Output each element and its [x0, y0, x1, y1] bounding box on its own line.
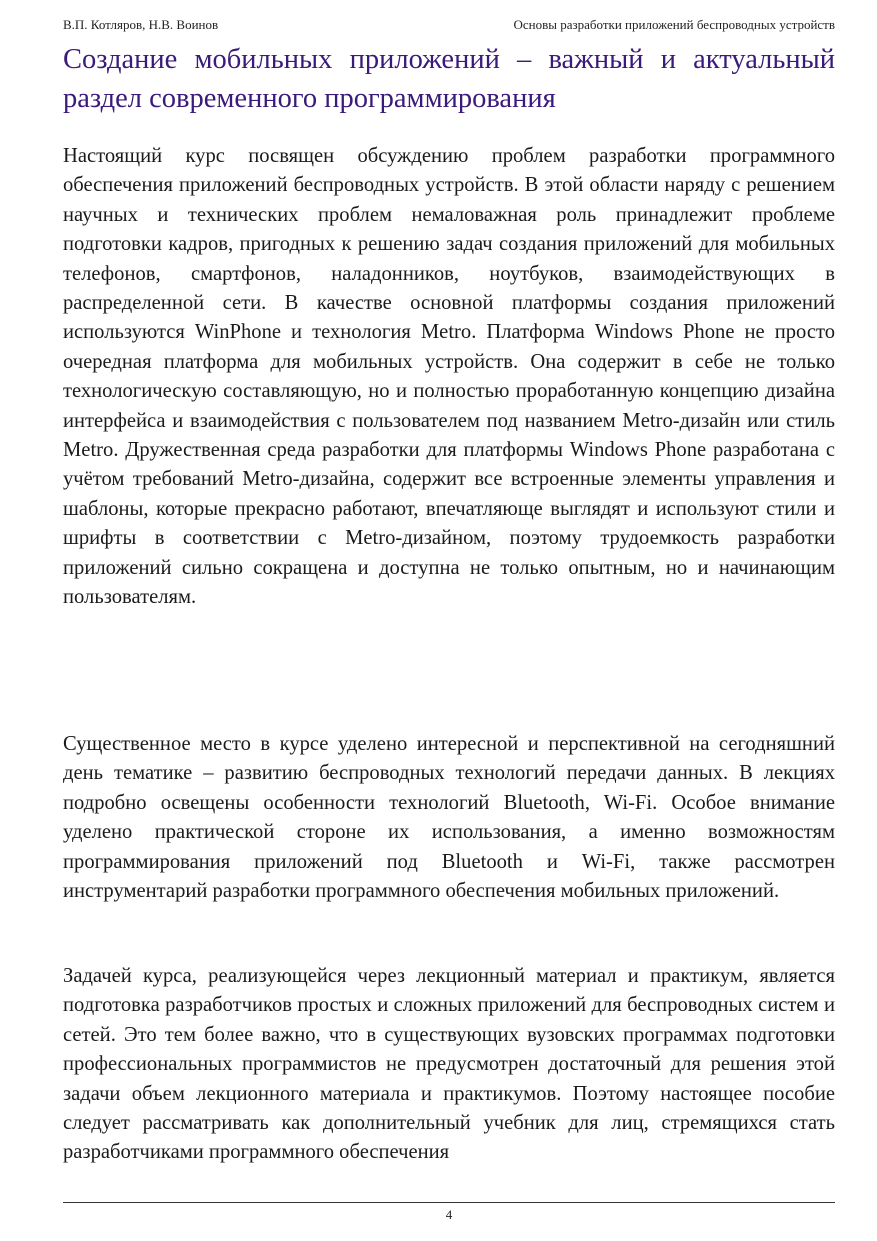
header-book-title: Основы разработки приложений беспроводных устройств	[513, 17, 835, 32]
page-number: 4	[445, 1207, 453, 1222]
footer-divider	[63, 1202, 835, 1203]
paragraph-wireless: Существенное место в курсе уделено интересной и перспективной на сегодняшний день тематике – развитию беспроводных технологий передачи данных. В лекциях подробно освещены особенности технологий Bluetooth, Wi-Fi. Особое внимание уделено практической стороне их использования, а именно возможностям программирования приложений под Bluetooth и Wi-Fi, также рассмотрен инструментарий разработки программного обеспечения мобильных приложений.	[63, 733, 835, 903]
header-authors: В.П. Котляров, Н.В. Воинов	[63, 17, 219, 32]
body-area	[63, 0, 835, 1200]
document-page	[63, 0, 835, 1241]
paragraph-course-goal: Задачей курса, реализующейся через лекционный материал и практикум, является подготовка разработчиков простых и сложных приложений для беспроводных систем и сетей. Это тем более важно, что в существующих вузовских программах подготовки профессиональных программистов не предусмотрен достаточный для решения этой задачи объем лекционного материала и практикумов. Поэтому настоящее пособие следует рассматривать как дополнительный учебник для лиц, стремящихся стать разработчиками программного обеспечения	[63, 965, 835, 1164]
section-title: Создание мобильных приложений – важный и актуальный раздел современного программирования	[63, 44, 835, 114]
paragraph-intro: Настоящий курс посвящен обсуждению проблем разработки программного обеспечения приложений беспроводных устройств. В этой области наряду с решением научных и технических проблем немаловажная роль принадлежит проблеме подготовки кадров, пригодных к решению задач создания приложений для мобильных телефонов, смартфонов, наладонников, ноутбуков, взаимодействующих в распределенной сети. В качестве основной платформы создания приложений используются WinPhone и технология Metro. Платформа Windows Phone не просто очередная платформа для мобильных устройств. Она содержит в себе не только технологическую составляющую, но и полностью проработанную концепцию дизайна интерфейса и взаимодействия с пользователем под названием Metro-дизайн или стиль Metro. Дружественная среда разработки для платформы Windows Phone разработана с учётом требований Metro-дизайна, содержит все встроенные элементы управления и шаблоны, которые прекрасно работают, впечатляюще выглядят и используют стили и шрифты в соответствии с Metro-дизайном, поэтому трудоемкость разработки приложений сильно сокращена и доступна не только опытным, но и начинающим пользователям.	[63, 145, 835, 609]
